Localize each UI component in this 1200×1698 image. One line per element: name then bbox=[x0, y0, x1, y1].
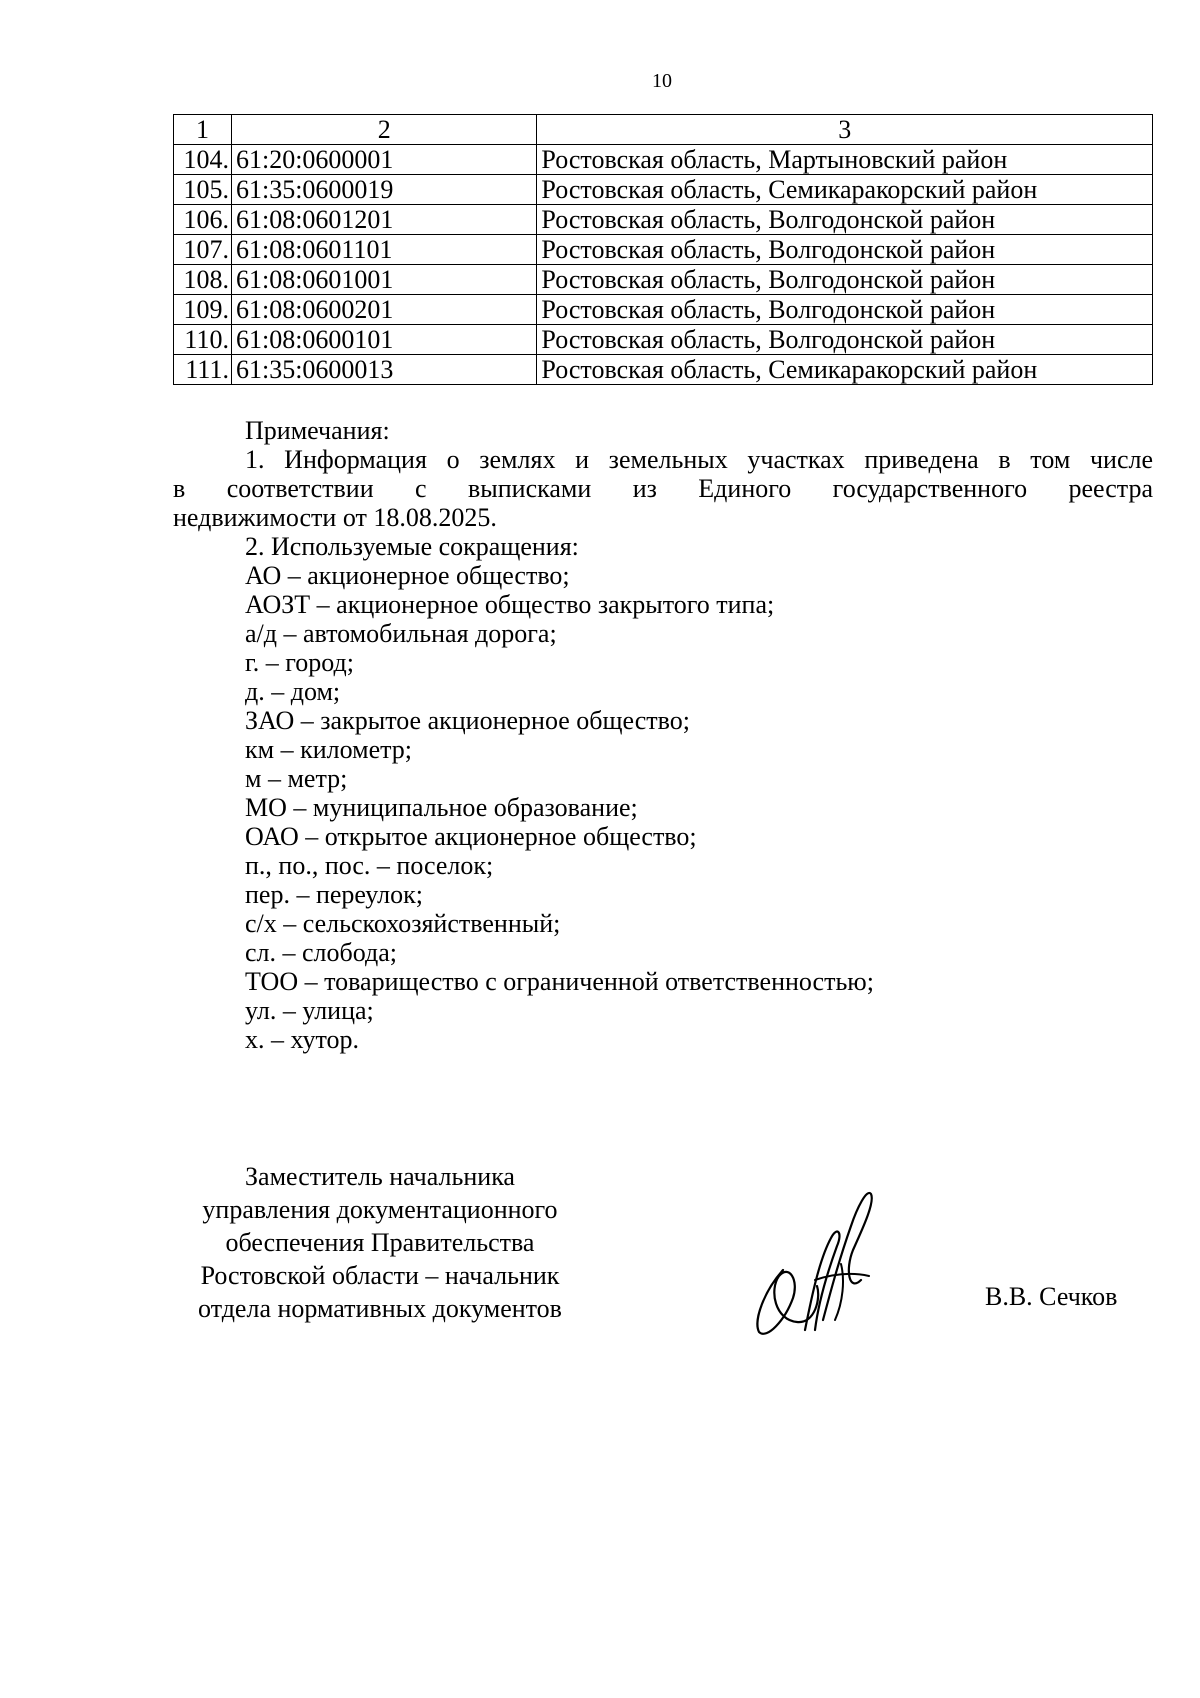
abbreviation-item: км – километр; bbox=[245, 735, 413, 764]
abbreviation-item: д. – дом; bbox=[245, 677, 341, 706]
position-line: управления документационного bbox=[202, 1195, 558, 1224]
row-number: 107. bbox=[174, 235, 232, 265]
cadastral-code: 61:08:0601201 bbox=[231, 205, 536, 235]
row-number: 110. bbox=[174, 325, 232, 355]
location: Ростовская область, Волгодонской район bbox=[537, 205, 1153, 235]
cadastral-code: 61:08:0600201 bbox=[231, 295, 536, 325]
location: Ростовская область, Мартыновский район bbox=[537, 145, 1153, 175]
row-number: 108. bbox=[174, 265, 232, 295]
handwritten-signature bbox=[745, 1180, 885, 1340]
notes-heading: Примечания: bbox=[245, 416, 390, 445]
table-row bbox=[174, 145, 1153, 175]
position-line: Ростовской области – начальник bbox=[200, 1261, 560, 1290]
position-line: Заместитель начальника bbox=[245, 1162, 515, 1191]
row-number: 111. bbox=[174, 355, 232, 385]
note-1-line-3: недвижимости от 18.08.2025. bbox=[173, 503, 497, 532]
abbreviation-item: ТОО – товарищество с ограниченной ответственностью; bbox=[245, 967, 874, 996]
location: Ростовская область, Волгодонской район bbox=[537, 325, 1153, 355]
abbreviation-item: МО – муниципальное образование; bbox=[245, 793, 638, 822]
row-number: 109. bbox=[174, 295, 232, 325]
table-row bbox=[174, 235, 1153, 265]
abbreviation-item: п., по., пос. – поселок; bbox=[245, 851, 494, 880]
abbreviation-item: х. – хутор. bbox=[245, 1025, 360, 1054]
signer-name: В.В. Сечков bbox=[985, 1282, 1118, 1311]
note-1-line-1: 1. Информация о землях и земельных участках приведена в том числе bbox=[245, 445, 1153, 474]
note-2-heading: 2. Используемые сокращения: bbox=[245, 532, 579, 561]
cadastral-code: 61:08:0601001 bbox=[231, 265, 536, 295]
cadastral-code: 61:20:0600001 bbox=[231, 145, 536, 175]
page-number: 10 bbox=[652, 70, 672, 92]
table-row bbox=[174, 175, 1153, 205]
row-number: 106. bbox=[174, 205, 232, 235]
cadastral-code: 61:08:0601101 bbox=[231, 235, 536, 265]
position-line: отдела нормативных документов bbox=[198, 1294, 562, 1323]
signatory-position bbox=[180, 1160, 580, 1325]
note-1-line-2: в соответствии с выписками из Единого государственного реестра bbox=[173, 474, 1153, 503]
abbreviation-item: сл. – слобода; bbox=[245, 938, 398, 967]
abbreviation-item: пер. – переулок; bbox=[245, 880, 423, 909]
abbreviation-item: с/х – сельскохозяйственный; bbox=[245, 909, 561, 938]
location: Ростовская область, Семикаракорский район bbox=[537, 175, 1153, 205]
abbreviation-item: ул. – улица; bbox=[245, 996, 374, 1025]
row-number: 105. bbox=[174, 175, 232, 205]
registry-table bbox=[173, 114, 1153, 385]
column-header: 1 bbox=[174, 115, 232, 145]
abbreviation-item: АОЗТ – акционерное общество закрытого типа; bbox=[245, 590, 775, 619]
abbreviation-item: м – метр; bbox=[245, 764, 348, 793]
abbreviation-item: а/д – автомобильная дорога; bbox=[245, 619, 557, 648]
location: Ростовская область, Волгодонской район bbox=[537, 295, 1153, 325]
signature-stroke bbox=[823, 1193, 872, 1320]
cadastral-code: 61:35:0600013 bbox=[231, 355, 536, 385]
table-header-row bbox=[174, 115, 1153, 145]
abbreviation-item: АО – акционерное общество; bbox=[245, 561, 570, 590]
row-number: 104. bbox=[174, 145, 232, 175]
notes-section bbox=[173, 416, 1153, 1054]
cadastral-code: 61:35:0600019 bbox=[231, 175, 536, 205]
column-header: 2 bbox=[231, 115, 536, 145]
location: Ростовская область, Семикаракорский район bbox=[537, 355, 1153, 385]
location: Ростовская область, Волгодонской район bbox=[537, 265, 1153, 295]
position-line: обеспечения Правительства bbox=[225, 1228, 535, 1257]
abbreviation-item: ОАО – открытое акционерное общество; bbox=[245, 822, 697, 851]
table-row bbox=[174, 265, 1153, 295]
abbreviation-item: г. – город; bbox=[245, 648, 354, 677]
table-row bbox=[174, 205, 1153, 235]
location: Ростовская область, Волгодонской район bbox=[537, 235, 1153, 265]
table-row bbox=[174, 295, 1153, 325]
signature-stroke bbox=[757, 1270, 818, 1334]
column-header: 3 bbox=[537, 115, 1153, 145]
cadastral-code: 61:08:0600101 bbox=[231, 325, 536, 355]
table-row bbox=[174, 355, 1153, 385]
table-row bbox=[174, 325, 1153, 355]
abbreviation-item: ЗАО – закрытое акционерное общество; bbox=[245, 706, 690, 735]
